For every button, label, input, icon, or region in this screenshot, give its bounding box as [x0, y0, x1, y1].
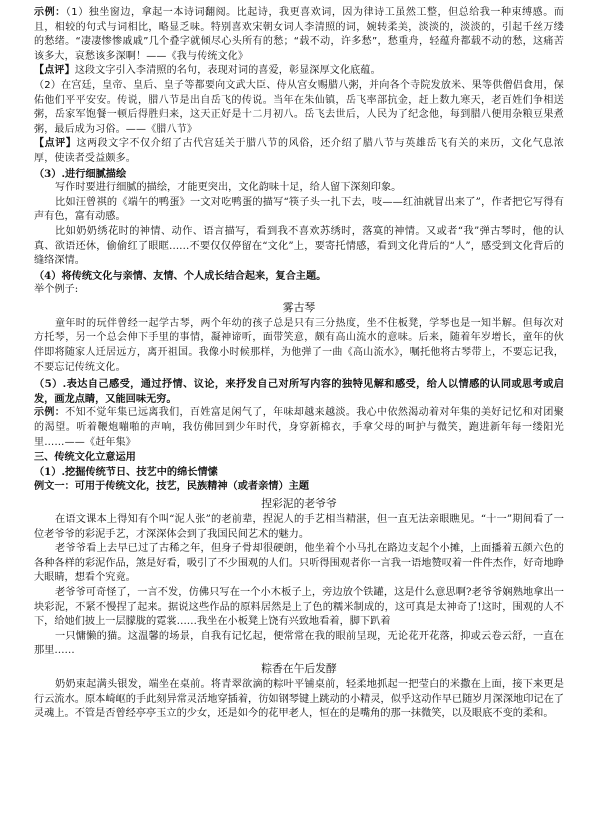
section-heading: （1）.挖掘传统节日、技艺中的绵长情愫 — [34, 465, 218, 478]
essay-paragraph: 童年时的玩伴曾经一起学古琴，两个年幼的孩子总是只有三分热度，坐不住板凳，学琴也是一知半解。但每次对方托琴，另一个总会伸下手里的事情，凝神谛听，面带笑意，颇有高山流水的意味。后来，随着年岁增长，童年的伙伴即将随家人迁居远方，离开祖国。我像小时候那样，为他弹了一曲《高山流水》，嘱托他将古琴带上，不要忘记我，不要忘记传统文化。 — [34, 317, 564, 373]
essay-title: 捏彩泥的老爷爷 — [261, 497, 337, 510]
example-paragraph-ci: 示例：（1）独坐窗边，拿起一本诗词翻阅。比起诗，我更喜欢词，因为律诗工虽然工整，但总给我一种束缚感。而且，相较的句式与词相比，略显乏味。特别喜欢宋朝女词人李清照的词，婉转柔美，淡淡的，淡淡的，引起千丝万缕的愁绪。“凄凄惨惨戚戚”几个叠字就倾尽心头所有的愁；“载不动，许多愁”，愁重舟，轻蕴舟都载不动的愁，这痛苦该多大，哀愁该多深啊！——《我与传统文化》 — [34, 7, 564, 62]
comment-label: 【点评】 — [34, 65, 75, 77]
example-label: 示例： — [34, 407, 66, 419]
essay-title: 雾古琴 — [282, 300, 316, 314]
body-paragraph: 写作时要进行细腻的描绘，才能更突出，文化韵味十足，给人留下深刻印象。 — [55, 182, 402, 194]
essay-paragraph: 老爷爷可奇怪了，一言不发，仿佛只写在一个小木板子上，旁边放个铁罐，这是什么意思啊?老爷爷娴熟地拿出一块彩泥，不紧不慢捏了起来。据说这些作品的原料居然是上了色的糯米制成的，这可真是太神奇了!这时，围观的人不下，给她们披上一层朦胧的霓裳……我坐在小板凳上饶有兴致地看着，脚下趴着 — [34, 586, 564, 628]
essay-paragraph: 奶奶束起满头银发，端坐在桌前。将青翠欲滴的粽叶平铺桌前，轻柔地抓起一把莹白的米撒在上面，接下来更是行云流水。原本崎岖的手此刻异常灵活地穿插着，彷如钢琴键上跳动的小精灵，似乎这动作早已随岁月深深地印记在了灵魂上。不管是否曾经亭亭玉立的少女，还是如今的花甲老人，恒在的是嘴角的那一抹微笑，以及眼底不变的柔和。 — [34, 678, 564, 720]
chapter-heading: 三、传统文化立意运用 — [34, 451, 136, 464]
comment-paragraph: 【点评】这两段文字不仅介绍了古代宫廷关于腊八节的风俗，还介绍了腊八节与英雄岳飞有关的来历，文化气息浓厚，使读者受益颇多。 — [34, 138, 564, 164]
example-heading: 例文一：可用于传统文化，技艺，民族精神（或者亲情）主题 — [34, 480, 310, 493]
section-heading: （3）.进行细腻描绘 — [34, 167, 127, 180]
comment-label: 【点评】 — [34, 138, 77, 150]
body-paragraph: 比如汪曾祺的《端午的鸭蛋》一文对吃鸭蛋的描写“筷子头一扎下去，吱——红油就冒出来了”，作者把它写得有声有色，富有动感。 — [34, 196, 564, 223]
example-paragraph-laba: （2）在宫廷，皇帝、皇后、皇子等都要向文武大臣、侍从宫女赐腊八粥，并向各个寺院发放米、果等供僧侣食用，保佑他们平平安安。传说，腊八节是出自岳飞的传说。当年在朱仙镇，岳飞率部抗金，赶上数九寒天，老百姓们争相送粥，岳家军饱餐一顿后得胜归来，这天正好是十二月初八。岳飞去世后，人民为了纪念他，每到腊八便用杂粮豆果煮粥，最后成为习俗。——《腊八节》 — [34, 79, 564, 135]
essay-paragraph: 老爷爷看上去早已过了古稀之年，但身子骨却很硬朗，他坐着个小马扎在路边支起个小摊，上面播着五颜六色的各种各样的彩泥作品，煞是好看，吸引了不少围观的人们。只听得围观者你一言我一语地赞叹着一件件杰作，好奇地睁大眼睛，想看个究竟。 — [34, 543, 564, 584]
body-paragraph: 举个例子: — [34, 284, 79, 296]
example-label: 示例： — [34, 7, 66, 18]
comment-paragraph: 【点评】这段文字引入李清照的名句，表现对词的喜爱，彰显深厚文化底蕴。 — [34, 65, 381, 77]
section-heading: （5）.表达自己感受，通过抒情、议论，来抒发自己对所写内容的独特见解和感受，给人以情感的认同或思考或启发，画龙点睛，又能回味无穷。 — [34, 378, 564, 405]
section-heading: （4）将传统文化与亲情、友情、个人成长结合起来，复合主题。 — [34, 269, 327, 282]
essay-paragraph: 一只慵懒的猫。这温馨的场景，自我有记忆起，便常常在我的眼前呈现，无论花开花落，抑或云卷云舒，一直在那里…… — [34, 630, 564, 657]
example-paragraph-nianji: 示例：不知不觉年集已远离我们，百姓富足闲气了，年味却越来越淡。我心中依然渴动着对年集的美好记忆和对团聚的渴望。听着鞭炮嘣啪的声响，我仿佛回到少年时代，身穿新棉衣，手拿父母的呵护与微笑，跑进新年每一缕阳光里……——《赶年集》 — [34, 407, 564, 448]
document-page — [34, 6, 564, 722]
essay-title: 粽香在午后发酵 — [261, 661, 337, 675]
essay-paragraph: 在语文课本上得知有个叫“泥人张”的老前辈，捏泥人的手艺相当精湛，但一直无法亲眼瞧见。“十一”期间看了一位老爷爷的彩泥手艺，才深深体会到了我国民间艺术的魅力。 — [34, 514, 564, 540]
body-paragraph: 比如奶奶绣花时的神情、动作、语言描写，看到我不喜欢苏绣时，落寞的神情。又或者“我”弹古琴时，他的认真、欲语还休，偷偷红了眼眶……不要仅仅停留在“文化”上，要寄托情感，看到文化背后的“人”，感受到文化背后的缝络深情。 — [34, 225, 564, 267]
